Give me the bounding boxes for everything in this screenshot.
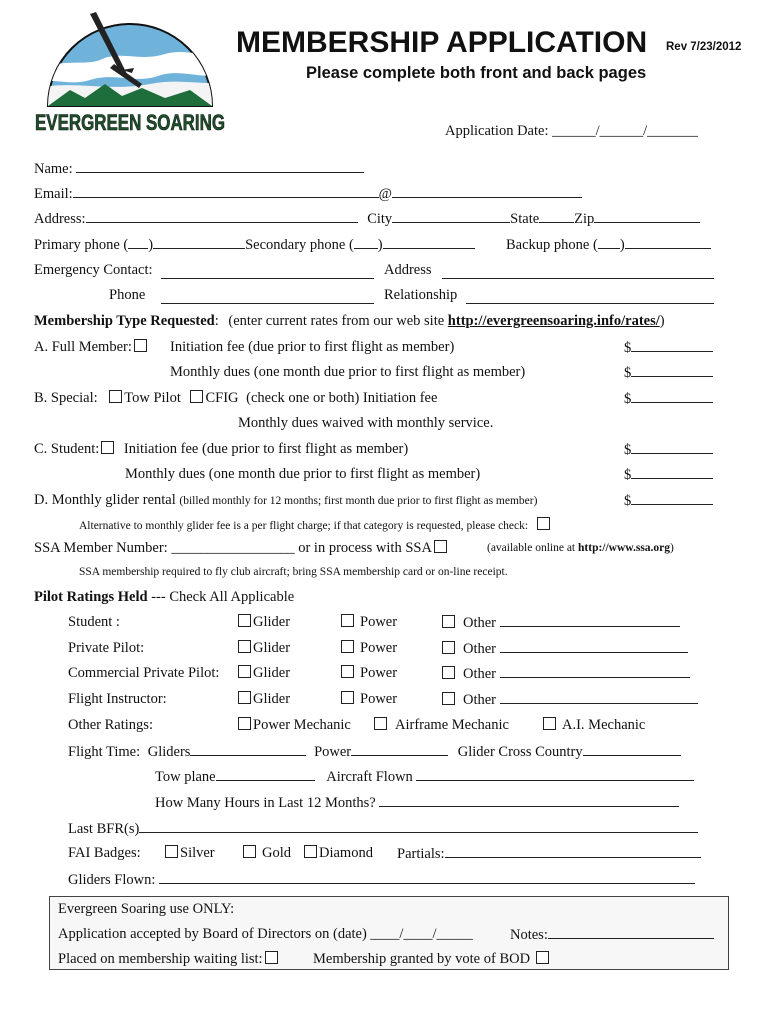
rating-power-label: Power: [360, 665, 398, 681]
evergreen-soaring-logo: [30, 10, 230, 138]
student-monthly-label: Monthly dues (one month due prior to first flight as member): [125, 466, 481, 482]
airframe-mechanic-checkbox[interactable]: [374, 717, 387, 730]
gliders-time-input[interactable]: [190, 743, 306, 756]
rating-other-input[interactable]: [500, 614, 680, 627]
ai-mechanic-option: [541, 717, 645, 734]
power-time-input[interactable]: [351, 743, 448, 756]
rating-power-option: [339, 665, 397, 682]
rating-row-label: Student :: [68, 614, 120, 630]
zip-input[interactable]: [594, 210, 700, 223]
silver-option: [163, 845, 215, 862]
rental-fee: [624, 492, 713, 510]
cfig-checkbox[interactable]: [190, 390, 203, 403]
rating-other-checkbox[interactable]: [442, 615, 455, 628]
ec-address-input[interactable]: [442, 266, 714, 279]
rating-other-label: Other: [463, 641, 497, 657]
secondary-phone-area-input[interactable]: [354, 236, 378, 249]
dollar-sign: $: [624, 340, 632, 356]
ai-mechanic-label: A.I. Mechanic: [562, 717, 646, 733]
rates-link[interactable]: http://evergreensoaring.info/rates/: [447, 313, 660, 329]
rating-other-checkbox[interactable]: [442, 692, 455, 705]
waiting-list-label: Placed on membership waiting list:: [58, 951, 263, 967]
backup-phone-input[interactable]: [625, 236, 711, 249]
address-row: [34, 210, 700, 228]
accepted-label[interactable]: Application accepted by Board of Directors on (date) ____/____/_____: [58, 926, 473, 942]
paren-close: ): [377, 237, 383, 253]
name-label: Name:: [34, 161, 73, 177]
flight-time-row: [68, 743, 681, 761]
gliders-flown-label: Gliders Flown:: [68, 872, 156, 888]
primary-phone-area-input[interactable]: [128, 236, 148, 249]
primary-phone-input[interactable]: [153, 236, 245, 249]
rating-other-option: [440, 614, 680, 632]
rating-glider-label: Glider: [253, 614, 291, 630]
rating-glider-checkbox[interactable]: [238, 614, 251, 627]
name-input[interactable]: [76, 160, 364, 173]
ratings-heading-note: --- Check All Applicable: [147, 589, 295, 605]
tow-pilot-checkbox[interactable]: [109, 390, 122, 403]
student-monthly-input[interactable]: [631, 466, 713, 479]
ssa-required-note: SSA membership required to fly club aircraft; bring SSA membership card or on-line receipt.: [79, 566, 508, 578]
full-member-label: A. Full Member:: [34, 339, 132, 355]
rental-label: D. Monthly glider rental: [34, 492, 176, 508]
power-mechanic-checkbox[interactable]: [238, 717, 251, 730]
waiting-list-row: [58, 951, 280, 968]
emergency-contact-input[interactable]: [161, 266, 374, 279]
gold-checkbox[interactable]: [243, 845, 256, 858]
diamond-option: [302, 845, 373, 862]
form-subtitle: Please complete both front and back pages: [306, 64, 647, 82]
notes-input[interactable]: [548, 926, 714, 939]
partials-row: [397, 845, 701, 863]
office-heading: Evergreen Soaring use ONLY:: [58, 901, 235, 917]
backup-phone-label: Backup phone (: [506, 237, 598, 253]
full-member-checkbox[interactable]: [134, 339, 147, 352]
student-checkbox[interactable]: [101, 441, 114, 454]
rating-power-option: [339, 691, 397, 708]
state-label: State: [510, 211, 540, 227]
full-initiation-label: Initiation fee (due prior to first flight as member): [170, 339, 455, 355]
aircraft-flown-input[interactable]: [416, 768, 694, 781]
heading-colon: :: [214, 313, 219, 329]
tow-plane-row: [155, 768, 694, 786]
granted-checkbox[interactable]: [536, 951, 549, 964]
rating-power-option: [339, 640, 397, 657]
rating-glider-option: [236, 614, 290, 631]
aircraft-flown-label: Aircraft Flown: [326, 769, 413, 785]
special-row: [34, 390, 437, 407]
fai-badges-label: FAI Badges:: [68, 845, 141, 861]
rating-row-label: Commercial Private Pilot:: [68, 665, 220, 681]
full-initiation-input[interactable]: [631, 339, 713, 352]
city-label: City: [367, 211, 393, 227]
full-monthly-fee: [624, 364, 713, 382]
diamond-checkbox[interactable]: [304, 845, 317, 858]
silver-label: Silver: [180, 845, 215, 861]
ec-address-label: Address: [384, 262, 432, 278]
special-waived-note: Monthly dues waived with monthly service.: [238, 415, 494, 431]
special-initiation-fee: [624, 390, 713, 408]
student-monthly-fee: [624, 466, 713, 484]
rating-glider-option: [236, 640, 290, 657]
ai-mechanic-checkbox[interactable]: [543, 717, 556, 730]
name-row: [34, 160, 364, 178]
primary-phone-label: Primary phone (: [34, 237, 129, 253]
email-at: @: [378, 186, 393, 202]
rating-other-checkbox[interactable]: [442, 666, 455, 679]
rating-power-label: Power: [360, 640, 398, 656]
airframe-mechanic-label: Airframe Mechanic: [395, 717, 509, 733]
student-initiation-fee: [624, 441, 713, 459]
hours-row: [155, 794, 679, 812]
granted-label: Membership granted by vote of BOD: [313, 951, 531, 967]
hours-input[interactable]: [379, 794, 679, 807]
rating-glider-label: Glider: [253, 640, 291, 656]
rating-other-label: Other: [463, 666, 497, 682]
rating-glider-checkbox[interactable]: [238, 640, 251, 653]
paren-close: ): [148, 237, 154, 253]
ec-relationship-input[interactable]: [466, 291, 714, 304]
tow-plane-label: Tow plane: [155, 769, 216, 785]
student-row: [34, 441, 408, 458]
rating-row-label: Flight Instructor:: [68, 691, 167, 707]
membership-heading-row: [34, 313, 665, 330]
form-title: MEMBERSHIP APPLICATION: [236, 26, 648, 59]
full-monthly-label: Monthly dues (one month due prior to first flight as member): [170, 364, 526, 380]
rental-row: [34, 492, 537, 509]
emergency-contact-label: Emergency Contact:: [34, 262, 153, 278]
notes-label: Notes:: [510, 927, 548, 943]
email-domain-input[interactable]: [392, 185, 582, 198]
student-initiation-input[interactable]: [631, 441, 713, 454]
ssa-available-note: (available online at: [487, 542, 576, 554]
phone-row: [34, 236, 475, 254]
dollar-sign: $: [624, 391, 632, 407]
email-label: Email:: [34, 186, 73, 202]
office-use-box: [49, 896, 729, 970]
student-label: C. Student:: [34, 441, 100, 457]
tow-pilot-label: Tow Pilot: [124, 390, 181, 406]
ec-relationship-label: Relationship: [384, 287, 458, 303]
rating-glider-checkbox[interactable]: [238, 691, 251, 704]
rating-glider-label: Glider: [253, 691, 291, 707]
rating-other-checkbox[interactable]: [442, 641, 455, 654]
rating-other-label: Other: [463, 615, 497, 631]
gliders-time-label: Gliders: [147, 744, 191, 760]
address-label: Address:: [34, 211, 86, 227]
rating-power-checkbox[interactable]: [341, 691, 354, 704]
diamond-label: Diamond: [319, 845, 373, 861]
rating-power-checkbox[interactable]: [341, 640, 354, 653]
fai-row: [68, 845, 141, 862]
gliders-flown-row: [68, 871, 695, 889]
backup-phone-row: [506, 236, 711, 254]
alternative-note: Alternative to monthly glider fee is a per flight charge; if that category is requested, please check:: [79, 520, 529, 532]
flight-time-label: Flight Time:: [68, 744, 141, 760]
rental-note: (billed monthly for 12 months; first month due prior to first flight as member): [179, 495, 538, 507]
paren-close: ): [659, 313, 665, 329]
ssa-row: [34, 540, 449, 557]
rating-row-label: Private Pilot:: [68, 640, 145, 656]
rating-power-checkbox[interactable]: [341, 614, 354, 627]
bfr-row: [68, 820, 698, 838]
student-initiation-label: Initiation fee (due prior to first flight as member): [123, 441, 409, 457]
rating-power-option: [339, 614, 397, 631]
rating-glider-label: Glider: [253, 665, 291, 681]
membership-heading: Membership Type Requested: [34, 313, 215, 329]
rating-other-option: [440, 691, 698, 709]
full-initiation-fee: [624, 339, 713, 357]
email-user-input[interactable]: [73, 185, 379, 198]
last-bfr-label: Last BFR(s): [68, 821, 140, 837]
application-date-field[interactable]: Application Date: ______/______/_______: [445, 123, 698, 139]
rating-power-checkbox[interactable]: [341, 665, 354, 678]
waiting-list-checkbox[interactable]: [265, 951, 278, 964]
logo-text: EVERGREEN SOARING: [35, 110, 225, 135]
alternative-row: [79, 517, 552, 534]
full-monthly-input[interactable]: [631, 364, 713, 377]
rating-other-label: Other: [463, 692, 497, 708]
silver-checkbox[interactable]: [165, 845, 178, 858]
ssa-available-row: [487, 542, 674, 556]
rating-other-option: [440, 665, 690, 683]
special-initiation-input[interactable]: [631, 390, 713, 403]
revision-date: Rev 7/23/2012: [666, 41, 742, 53]
partials-input[interactable]: [445, 845, 701, 858]
ssa-link[interactable]: http://www.ssa.org: [578, 542, 671, 554]
dollar-sign: $: [624, 442, 632, 458]
rating-glider-option: [236, 665, 290, 682]
gold-option: [241, 845, 291, 862]
dollar-sign: $: [624, 365, 632, 381]
power-mechanic-label: Power Mechanic: [253, 717, 351, 733]
rating-glider-checkbox[interactable]: [238, 665, 251, 678]
city-input[interactable]: [392, 210, 510, 223]
ratings-heading-row: [34, 589, 294, 606]
membership-note: (enter current rates from our web site: [228, 313, 445, 329]
zip-label: Zip: [574, 211, 595, 227]
notes-row: [510, 926, 714, 944]
ratings-heading: Pilot Ratings Held: [34, 589, 148, 605]
dollar-sign: $: [624, 467, 632, 483]
special-label: B. Special:: [34, 390, 98, 406]
rating-other-input[interactable]: [500, 640, 688, 653]
hours-label: How Many Hours in Last 12 Months?: [155, 795, 376, 811]
backup-phone-area-input[interactable]: [598, 236, 620, 249]
secondary-phone-input[interactable]: [383, 236, 475, 249]
secondary-phone-label: Secondary phone (: [245, 237, 354, 253]
rating-other-option: [440, 640, 688, 658]
last-bfr-input[interactable]: [139, 820, 698, 833]
full-member-row: [34, 339, 149, 356]
special-note: (check one or both) Initiation fee: [246, 390, 438, 406]
email-row: [34, 185, 582, 203]
glider-xc-input[interactable]: [583, 743, 681, 756]
rental-input[interactable]: [631, 492, 713, 505]
paren-close: ): [670, 542, 674, 554]
ssa-number-label: SSA Member Number: _________________ or in process with SSA: [34, 540, 432, 556]
glider-xc-label: Glider Cross Country: [457, 744, 583, 760]
gliders-flown-input[interactable]: [159, 871, 695, 884]
paren-close: ): [619, 237, 625, 253]
rating-other-input[interactable]: [500, 665, 690, 678]
per-flight-checkbox[interactable]: [537, 517, 550, 530]
rating-power-label: Power: [360, 691, 398, 707]
power-time-label: Power: [314, 744, 352, 760]
power-mechanic-option: [236, 717, 351, 734]
gold-label: Gold: [262, 845, 291, 861]
cfig-label: CFIG: [205, 390, 239, 406]
airframe-mechanic-option: [372, 717, 509, 734]
tow-plane-input[interactable]: [216, 768, 315, 781]
accepted-row: [58, 926, 473, 943]
granted-row: [313, 951, 551, 968]
partials-label: Partials:: [397, 846, 445, 862]
rating-glider-option: [236, 691, 290, 708]
rating-power-label: Power: [360, 614, 398, 630]
rating-other-input[interactable]: [500, 691, 698, 704]
state-input[interactable]: [539, 210, 574, 223]
ec-phone-input[interactable]: [161, 291, 374, 304]
address-input[interactable]: [86, 210, 358, 223]
dollar-sign: $: [624, 493, 632, 509]
ssa-in-process-checkbox[interactable]: [434, 540, 447, 553]
other-ratings-label: Other Ratings:: [68, 717, 153, 733]
ec-phone-label: Phone: [109, 287, 146, 303]
